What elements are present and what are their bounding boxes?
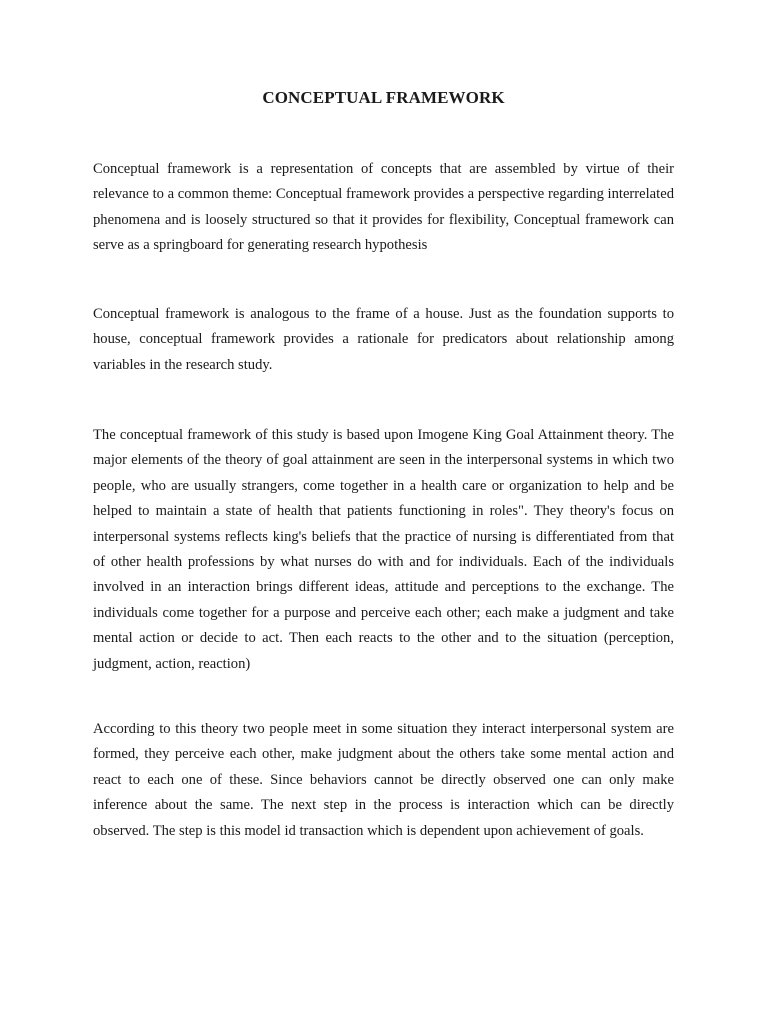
paragraph-analogy: Conceptual framework is analogous to the frame of a house. Just as the foundation supports to house, conceptual framework provides a rationale for predicators about relationship among variables in the research study. — [93, 306, 674, 373]
paragraph-definition: Conceptual framework is a representation of concepts that are assembled by virtue of their relevance to a common theme: Conceptual framework provides a perspective regarding interrelated phenomena and is loosely structured so that it provides for flexibility, Conceptual framework can serve as a springboard for generating research hypothesis — [93, 161, 674, 254]
paragraph-interaction-process: According to this theory two people meet in some situation they interact interpersonal system are formed, they perceive each other, make judgment about the others take some mental action and react to each one of these. Since behaviors cannot be directly observed one can only make inference about the same. The next step in the process is interaction which can be directly observed. The step is this model id transaction which is dependent upon achievement of goals. — [93, 721, 674, 839]
paragraph-king-theory: The conceptual framework of this study is based upon Imogene King Goal Attainment theory. The major elements of the theory of goal attainment are seen in the interpersonal systems in which two people, who are usually strangers, come together in a health care or organization to help and be helped to maintain a state of health that patients functioning in roles". They theory's focus on interpersonal systems reflects king's beliefs that the practice of nursing is differentiated from that of other health professions by what nurses do with and for individuals. Each of the individuals involved in an interaction brings different ideas, attitude and perceptions to the exchange. The individuals come together for a purpose and perceive each other; each make a judgment and take mental action or decide to act. Then each reacts to the other and to the situation (perception, judgment, action, reaction) — [93, 427, 674, 672]
document-title: CONCEPTUAL FRAMEWORK — [262, 88, 505, 107]
document-page — [93, 0, 674, 1024]
